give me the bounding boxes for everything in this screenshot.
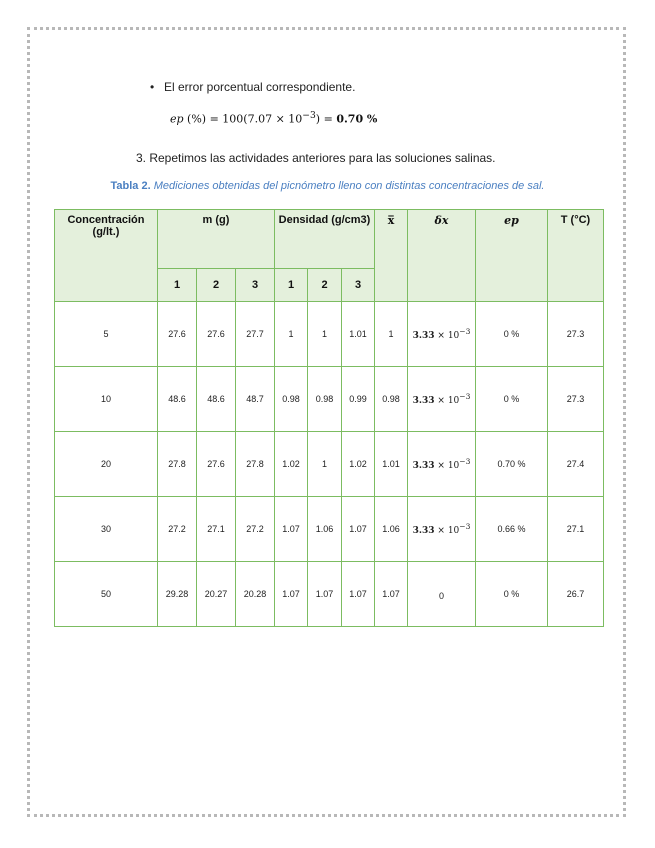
cell-density-2: 1.06 — [308, 497, 342, 562]
cell-density-1: 1.07 — [275, 562, 308, 627]
header-ep: ep — [476, 210, 548, 302]
cell-temperature: 27.3 — [548, 302, 604, 367]
cell-mass-1: 27.2 — [158, 497, 197, 562]
subheader-density-1: 1 — [275, 269, 308, 302]
cell-temperature: 26.7 — [548, 562, 604, 627]
subheader-mass-2: 2 — [197, 269, 236, 302]
cell-mass-3: 27.7 — [236, 302, 275, 367]
cell-density-2: 1 — [308, 302, 342, 367]
cell-mass-2: 48.6 — [197, 367, 236, 432]
cell-mass-1: 48.6 — [158, 367, 197, 432]
cell-concentration: 5 — [55, 302, 158, 367]
cell-delta — [408, 497, 476, 562]
cell-delta — [408, 302, 476, 367]
delta-rest: × 10 — [434, 461, 460, 471]
formula-result: 0.70 % — [336, 112, 378, 126]
table-row — [55, 497, 604, 562]
percent-error-formula — [170, 110, 377, 126]
cell-ep: 0 % — [476, 367, 548, 432]
cell-ep: 0 % — [476, 302, 548, 367]
cell-density-1: 1.07 — [275, 497, 308, 562]
cell-mass-2: 27.6 — [197, 302, 236, 367]
header-temperature: T (°C) — [548, 210, 604, 302]
delta-rest: × 10 — [434, 526, 460, 536]
delta-mantissa: 3.33 — [412, 396, 435, 406]
subheader-density-3: 3 — [342, 269, 375, 302]
subheader-density-2: 2 — [308, 269, 342, 302]
formula-lhs: (%) = 100(7.07 × 10 — [183, 112, 303, 126]
header-mean: x̅ — [375, 210, 408, 302]
cell-density-1: 1.02 — [275, 432, 308, 497]
cell-concentration: 50 — [55, 562, 158, 627]
step-three: 3. Repetimos las actividades anteriores para las soluciones salinas. — [136, 151, 496, 165]
formula-exponent: −3 — [302, 110, 316, 121]
bullet-symbol: • — [150, 80, 155, 94]
bullet-text: El error porcentual correspondiente. — [164, 80, 356, 94]
cell-concentration: 10 — [55, 367, 158, 432]
formula-variable: ep — [170, 112, 184, 126]
subheader-mass-3: 3 — [236, 269, 275, 302]
cell-ep: 0.66 % — [476, 497, 548, 562]
cell-density-2: 1 — [308, 432, 342, 497]
measurements-table — [54, 209, 604, 627]
header-delta: δx — [408, 210, 476, 302]
cell-mass-3: 27.8 — [236, 432, 275, 497]
cell-ep: 0 % — [476, 562, 548, 627]
table-caption — [0, 180, 655, 192]
cell-temperature: 27.1 — [548, 497, 604, 562]
delta-exponent: −3 — [459, 522, 471, 531]
formula-mid: ) = — [315, 112, 337, 126]
cell-mass-1: 29.28 — [158, 562, 197, 627]
cell-density-3: 1.02 — [342, 432, 375, 497]
cell-mass-2: 20.27 — [197, 562, 236, 627]
subheader-mass-1: 1 — [158, 269, 197, 302]
cell-concentration: 30 — [55, 497, 158, 562]
cell-mass-3: 27.2 — [236, 497, 275, 562]
cell-density-2: 0.98 — [308, 367, 342, 432]
delta-rest: 0 — [438, 590, 444, 601]
cell-density-1: 0.98 — [275, 367, 308, 432]
cell-mean: 1 — [375, 302, 408, 367]
cell-density-3: 1.01 — [342, 302, 375, 367]
cell-density-3: 1.07 — [342, 562, 375, 627]
cell-density-3: 0.99 — [342, 367, 375, 432]
cell-mean: 0.98 — [375, 367, 408, 432]
header-concentration: Concentración (g/lt.) — [55, 210, 158, 302]
table-row — [55, 302, 604, 367]
delta-exponent: −3 — [459, 457, 471, 466]
delta-rest: × 10 — [434, 396, 460, 406]
cell-mass-2: 27.6 — [197, 432, 236, 497]
cell-concentration: 20 — [55, 432, 158, 497]
cell-density-2: 1.07 — [308, 562, 342, 627]
cell-ep: 0.70 % — [476, 432, 548, 497]
cell-mass-3: 20.28 — [236, 562, 275, 627]
cell-delta — [408, 367, 476, 432]
header-density: Densidad (g/cm3) — [275, 210, 375, 269]
delta-mantissa: 3.33 — [412, 331, 435, 341]
cell-temperature: 27.4 — [548, 432, 604, 497]
delta-rest: × 10 — [434, 331, 460, 341]
caption-text: Mediciones obtenidas del picnómetro lleno con distintas concentraciones de sal. — [150, 180, 545, 192]
header-mass: m (g) — [158, 210, 275, 269]
cell-mass-2: 27.1 — [197, 497, 236, 562]
table-row — [55, 432, 604, 497]
cell-temperature: 27.3 — [548, 367, 604, 432]
cell-density-1: 1 — [275, 302, 308, 367]
cell-mean: 1.07 — [375, 562, 408, 627]
cell-delta — [408, 562, 476, 627]
delta-exponent: −3 — [459, 392, 471, 401]
caption-label: Tabla 2. — [110, 180, 151, 192]
delta-mantissa: 3.33 — [412, 526, 435, 536]
cell-mass-1: 27.6 — [158, 302, 197, 367]
cell-mass-3: 48.7 — [236, 367, 275, 432]
cell-mean: 1.01 — [375, 432, 408, 497]
cell-mass-1: 27.8 — [158, 432, 197, 497]
bullet-item — [150, 80, 355, 94]
cell-delta — [408, 432, 476, 497]
cell-density-3: 1.07 — [342, 497, 375, 562]
table-row — [55, 562, 604, 627]
table-row — [55, 367, 604, 432]
delta-exponent: −3 — [459, 327, 471, 336]
cell-mean: 1.06 — [375, 497, 408, 562]
delta-mantissa: 3.33 — [412, 461, 435, 471]
